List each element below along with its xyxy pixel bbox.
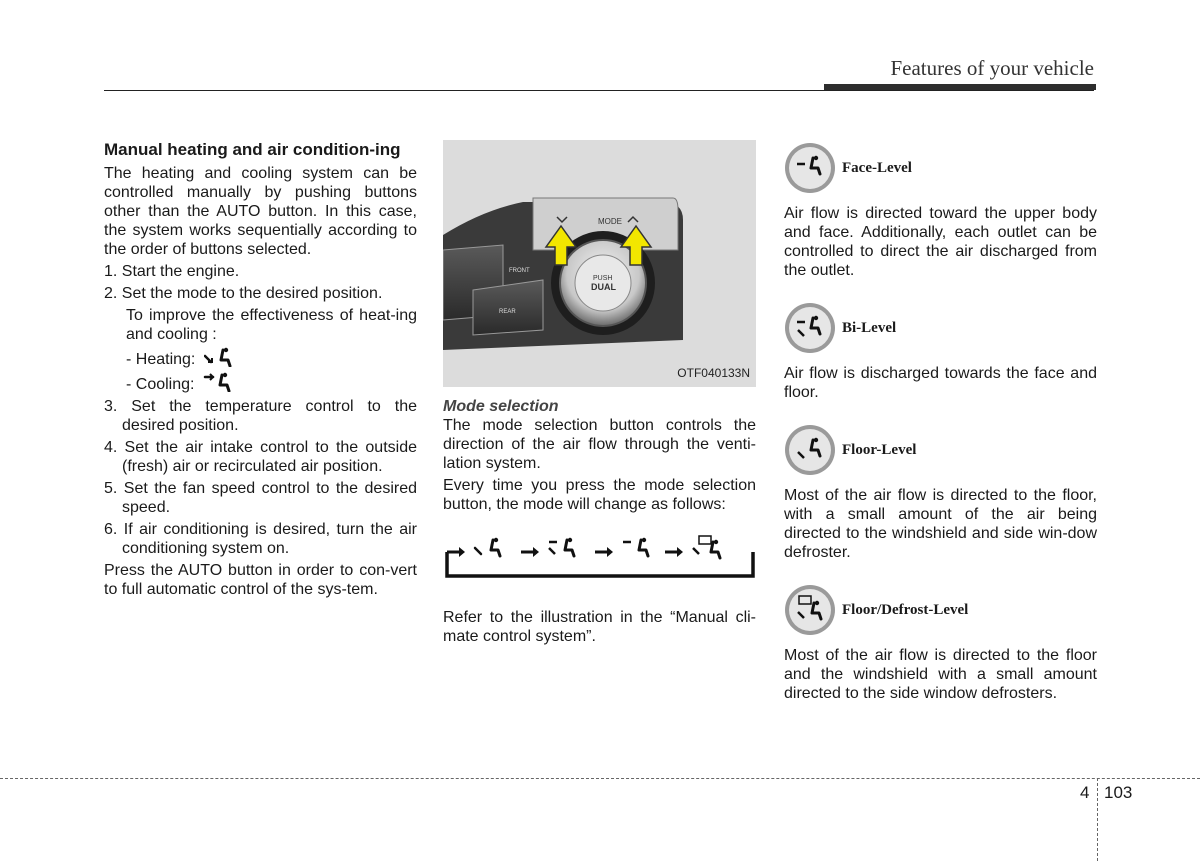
step-3: 3. Set the temperature control to the desired position. (104, 398, 417, 434)
section-title: Manual heating and air condition-ing (104, 140, 401, 159)
mode-para-2: Every time you press the mode selection button, the mode will change as follows: (443, 477, 756, 513)
mode-name: Floor-Level (842, 441, 917, 458)
step-5: 5. Set the fan speed control to the desired speed. (104, 480, 417, 516)
step-6: 6. If air conditioning is desired, turn the air conditioning system on. (104, 521, 417, 557)
floor-level-seq-icon (623, 538, 648, 556)
left-column (104, 140, 417, 599)
mode-heading-floor (784, 424, 1097, 476)
chapter-number: 4 (1080, 783, 1090, 802)
push-label: PUSH (593, 275, 613, 282)
mode-sequence-diagram (443, 534, 756, 594)
footer-vertical-rule (1097, 778, 1098, 861)
mode-para-1: The mode selection button controls the direction of the air flow through the venti-lation system. (443, 417, 756, 472)
mode-desc: Air flow is discharged towards the face and floor. (784, 365, 1097, 401)
mode-name: Bi-Level (842, 319, 897, 336)
step-4: 4. Set the air intake control to the outside (fresh) air or recirculated air position. (104, 439, 417, 475)
climate-panel-illustration (443, 140, 756, 387)
header-rule (104, 90, 1094, 91)
cooling-label: - Cooling: (126, 376, 195, 393)
sequence-arrow-icon (595, 547, 613, 557)
mode-heading-face (784, 142, 1097, 194)
heating-label: - Heating: (126, 351, 196, 368)
step-2: 2. Set the mode to the desired position. (104, 285, 383, 302)
face-level-icon (784, 142, 836, 194)
mode-desc: Most of the air flow is directed to the floor, with a small amount of the air being directed to the windshield and side win-dow defroster. (784, 487, 1097, 561)
heating-line (104, 347, 417, 369)
right-column (784, 142, 1097, 703)
mode-name: Floor/Defrost-Level (842, 601, 969, 618)
face-level-seq-icon (475, 538, 500, 556)
sequence-arrow-icon (521, 547, 539, 557)
outro-text: Press the AUTO button in order to con-vert to full automatic control of the sys-tem. (104, 562, 417, 598)
mode-name: Face-Level (842, 159, 912, 176)
footer-dashed-rule (0, 778, 1200, 779)
mode-heading-floor-defrost (784, 584, 1097, 636)
step-2-note: To improve the effectiveness of heat-ing and cooling : (126, 307, 417, 343)
sequence-arrow-icon (447, 547, 465, 557)
floor-level-icon (784, 424, 836, 476)
heating-mode-icon (204, 347, 232, 367)
mode-selection-caption: Mode selection (443, 398, 559, 415)
cooling-mode-icon (203, 372, 231, 392)
photo-code: OTF040133N (677, 366, 750, 380)
dual-label: DUAL (591, 282, 616, 292)
climate-control-photo (443, 140, 756, 387)
mode-desc: Air flow is directed toward the upper body and face. Additionally, each outlet can be controlled to direct the air discharged from the outlet. (784, 205, 1097, 279)
front-label: FRONT (509, 268, 530, 274)
mode-desc: Most of the air flow is directed to the floor and the windshield with a small amount directed to the side window defrosters. (784, 647, 1097, 702)
middle-column (443, 140, 756, 646)
page-header-title: Features of your vehicle (890, 56, 1094, 80)
sequence-arrow-icon (665, 547, 683, 557)
refer-text: Refer to the illustration in the “Manual cli-mate control system”. (443, 609, 756, 645)
page-number: 103 (1104, 783, 1133, 802)
mode-label: MODE (598, 217, 622, 226)
intro-text: The heating and cooling system can be controlled manually by pushing buttons other than the AUTO button. In this case, the system works sequentially according to the order of buttons selected. (104, 165, 417, 258)
step-1: 1. Start the engine. (104, 263, 240, 280)
cooling-line (104, 372, 417, 394)
bi-level-seq-icon (549, 538, 574, 556)
floor-defrost-level-icon (784, 584, 836, 636)
bi-level-icon (784, 302, 836, 354)
rear-label: REAR (499, 309, 516, 315)
floor-defrost-seq-icon (693, 536, 720, 558)
mode-heading-bi (784, 302, 1097, 354)
